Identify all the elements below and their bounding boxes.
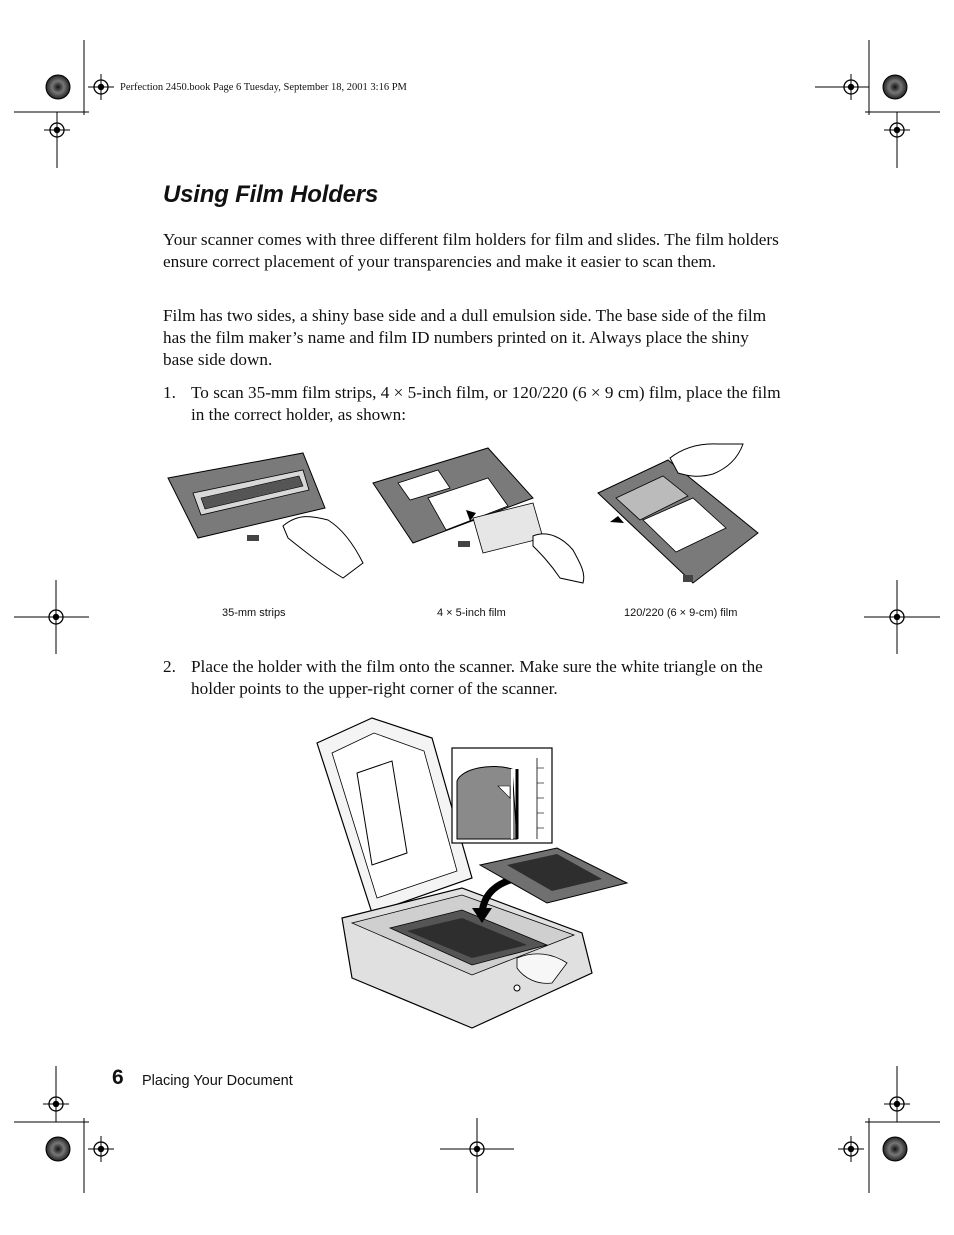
intro-paragraph: Your scanner comes with three different film holders for film and slides. The film holders ensure correct placement of your transparencies and make it easier to scan them. <box>163 230 779 271</box>
step-2 <box>163 656 783 700</box>
page-number: 6 <box>112 1066 124 1089</box>
scanner-illustration <box>312 713 632 1033</box>
step-number: 1. <box>163 383 176 402</box>
step-text: To scan 35-mm film strips, 4 × 5-inch film, or 120/220 (6 × 9 cm) film, place the film in the correct holder, as shown: <box>191 383 781 424</box>
footer-section-title: Placing Your Document <box>142 1073 293 1089</box>
step-text: Place the holder with the film onto the scanner. Make sure the white triangle on the holder points to the upper-right corner of the scanner. <box>191 657 763 698</box>
print-header-stamp: Perfection 2450.book Page 6 Tuesday, September 18, 2001 3:16 PM <box>120 82 407 93</box>
caption-120-film: 120/220 (6 × 9-cm) film <box>624 607 738 619</box>
film-holder-4x5 <box>373 448 584 583</box>
film-holders-illustration <box>163 438 783 588</box>
film-holder-120 <box>598 444 758 583</box>
film-holder-35mm <box>168 453 363 578</box>
step-1 <box>163 382 783 426</box>
caption-35mm-strips: 35-mm strips <box>222 607 286 619</box>
caption-4x5-film: 4 × 5-inch film <box>437 607 506 619</box>
film-sides-paragraph: Film has two sides, a shiny base side and a dull emulsion side. The base side of the film has the film maker’s name and film ID numbers printed on it. Always place the shiny base side down. <box>163 306 767 369</box>
step-number: 2. <box>163 657 176 676</box>
page-title: Using Film Holders <box>163 181 379 208</box>
